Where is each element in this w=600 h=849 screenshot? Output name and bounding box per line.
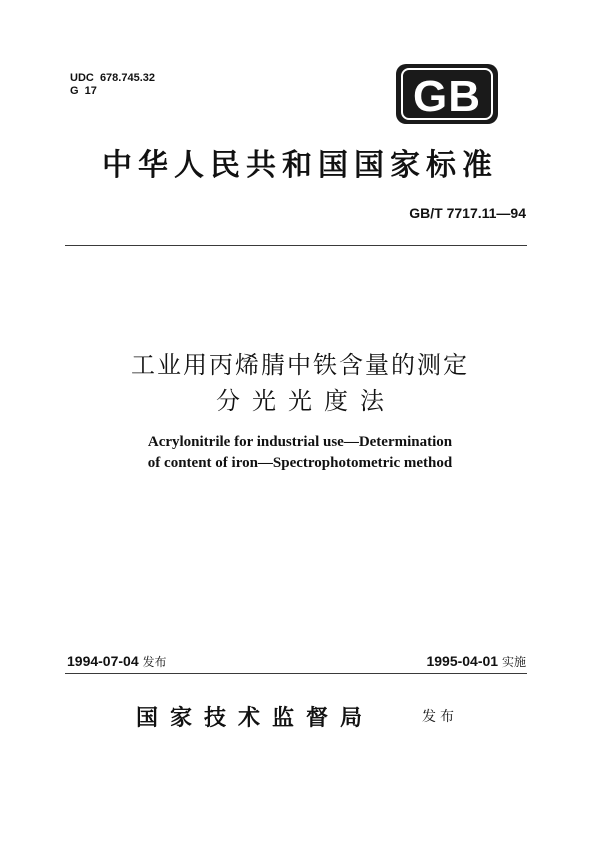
issuing-action: 发布: [422, 709, 458, 725]
classification-codes: [70, 72, 155, 98]
english-title-line-2: of content of iron—Spectrophotometric method: [147, 455, 453, 471]
issuing-authority: 国家技术监督局: [136, 706, 375, 731]
effective-date: [426, 653, 526, 670]
top-divider: [65, 245, 527, 246]
ccs-code: G 17: [70, 85, 97, 97]
issue-date: [67, 653, 167, 670]
national-standard-title: 中华人民共和国国家标准: [102, 148, 498, 183]
standard-number: GB/T 7717.11—94: [409, 205, 526, 221]
chinese-title-line-1: 工业用丙烯腈中铁含量的测定: [131, 351, 469, 379]
udc-code: UDC 678.745.32: [70, 72, 155, 84]
bottom-divider: [65, 673, 527, 674]
chinese-title-line-2: 分光光度法: [216, 387, 396, 415]
gb-logo-text: GB: [413, 72, 481, 121]
english-title-line-1: Acrylonitrile for industrial use—Determination: [147, 434, 453, 450]
issue-date-label: 发布: [142, 655, 167, 669]
effective-date-label: 实施: [501, 655, 526, 669]
gb-logo: [396, 64, 498, 124]
issue-date-value: 1994-07-04: [67, 653, 139, 669]
effective-date-value: 1995-04-01: [426, 653, 499, 669]
